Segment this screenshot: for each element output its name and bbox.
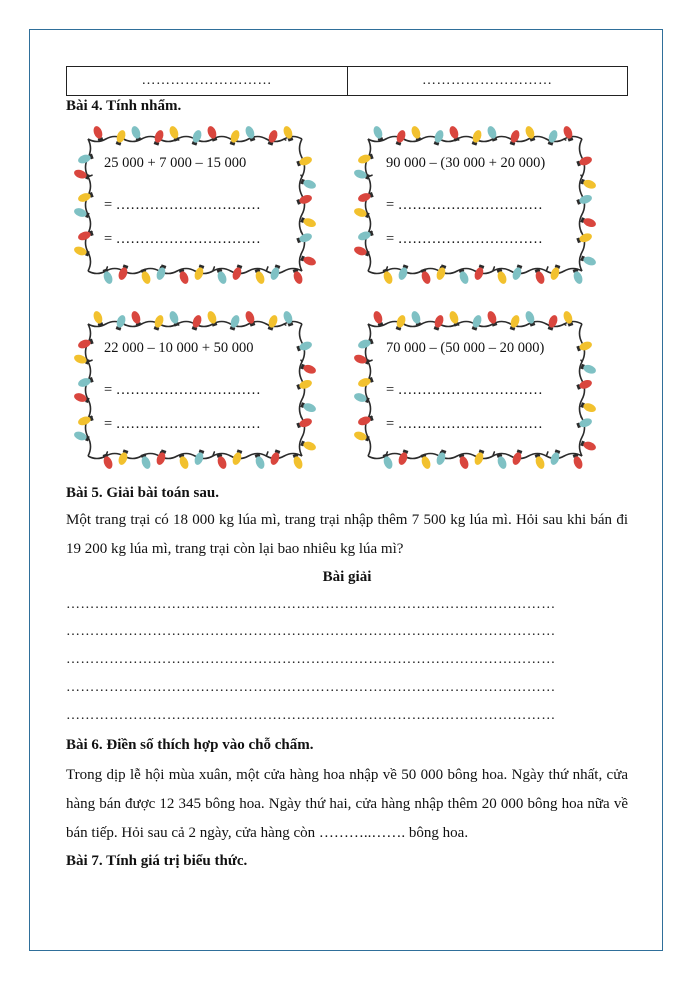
light-bulb-icon [410, 310, 423, 327]
solution-line[interactable]: ………………………………………………………………………………………… [66, 708, 556, 723]
light-bulb-icon [448, 125, 461, 142]
exercise-card-2 [350, 125, 600, 285]
light-bulb-icon [419, 453, 432, 470]
light-bulb-icon [580, 362, 597, 375]
light-bulb-icon [228, 129, 241, 146]
light-bulb-icon [353, 353, 370, 366]
card-answer-line-2[interactable]: = ………………………… [386, 416, 543, 432]
light-bulb-icon [353, 245, 370, 258]
exercise-card-4 [350, 310, 600, 470]
light-bulb-icon [300, 177, 317, 190]
light-bulb-icon [101, 453, 114, 470]
light-bulb-icon [372, 310, 385, 327]
card-expression: 90 000 – (30 000 + 20 000) [386, 155, 546, 171]
solution-title: Bài giải [322, 569, 372, 585]
card-answer-line-1[interactable]: = ………………………… [104, 382, 261, 398]
card-answer-line-2[interactable]: = ………………………… [104, 416, 261, 432]
light-bulb-icon [139, 453, 152, 470]
light-bulb-icon [486, 125, 499, 142]
light-bulb-icon [177, 268, 190, 285]
light-bulb-icon [473, 264, 486, 281]
light-bulb-icon [353, 392, 370, 405]
light-bulb-icon [155, 449, 168, 466]
light-bulb-icon [228, 314, 241, 331]
light-bulb-icon [457, 268, 470, 285]
light-bulb-icon [473, 449, 486, 466]
light-bulb-icon [266, 314, 279, 331]
light-bulb-icon [381, 268, 394, 285]
card-answer-line-1[interactable]: = ………………………… [386, 197, 543, 213]
light-bulb-icon [206, 310, 219, 327]
table-cell[interactable]: ……………………… [141, 73, 272, 88]
card-expression: 22 000 – 10 000 + 50 000 [104, 340, 254, 356]
bai5-title: Bài 5. Giải bài toán sau. [66, 485, 219, 501]
light-bulb-icon [114, 129, 127, 146]
table-cell[interactable]: ……………………… [347, 67, 628, 95]
light-bulb-icon [73, 430, 90, 443]
bai6-title: Bài 6. Điền số thích hợp vào chỗ chấm. [66, 737, 314, 753]
light-bulb-icon [580, 254, 597, 267]
bai7-title: Bài 7. Tính giá trị biểu thức. [66, 853, 248, 869]
light-bulb-icon [300, 439, 317, 452]
card-answer-line-1[interactable]: = ………………………… [386, 382, 543, 398]
light-bulb-icon [394, 314, 407, 331]
bai6-problem: Trong dịp lễ hội mùa xuân, một cửa hàng hoa nhập về 50 000 bông hoa. Ngày thứ nhất, cửa hàng bán được 12 345 bông hoa. Ngày thứ hai, cửa hàng nhập thêm 20 000 bông hoa nữa về bán tiếp. Hỏi sau cả 2 ngày, cửa hàng còn ………..……. bông hoa. [66, 767, 628, 841]
light-bulb-icon [114, 314, 127, 331]
light-bulb-icon [372, 125, 385, 142]
light-bulb-icon [353, 430, 370, 443]
light-bulb-icon [435, 449, 448, 466]
light-bulb-icon [580, 177, 597, 190]
light-bulb-icon [130, 125, 143, 142]
light-bulb-icon [353, 207, 370, 220]
light-bulb-icon [193, 264, 206, 281]
light-bulb-icon [580, 216, 597, 229]
light-bulb-icon [92, 125, 105, 142]
card-answer-line-2[interactable]: = ………………………… [104, 231, 261, 247]
light-bulb-icon [508, 129, 521, 146]
card-answer-line-1[interactable]: = ………………………… [104, 197, 261, 213]
solution-line[interactable]: ………………………………………………………………………………………… [66, 597, 556, 612]
light-bulb-icon [495, 268, 508, 285]
light-bulb-icon [215, 453, 228, 470]
light-bulb-icon [73, 392, 90, 405]
light-bulb-icon [546, 129, 559, 146]
card-expression: 70 000 – (50 000 – 20 000) [386, 340, 545, 356]
light-bulb-icon [193, 449, 206, 466]
light-bulb-icon [215, 268, 228, 285]
light-bulb-icon [435, 264, 448, 281]
light-bulb-icon [168, 125, 181, 142]
solution-line[interactable]: ………………………………………………………………………………………… [66, 652, 556, 667]
light-bulb-icon [73, 207, 90, 220]
exercise-card-3 [70, 310, 320, 470]
light-bulb-icon [92, 310, 105, 327]
light-bulb-icon [130, 310, 143, 327]
light-bulb-icon [419, 268, 432, 285]
answer-table [66, 66, 628, 96]
light-bulb-icon [580, 439, 597, 452]
light-bulb-icon [73, 245, 90, 258]
light-bulb-icon [353, 168, 370, 181]
solution-line[interactable]: ………………………………………………………………………………………… [66, 624, 556, 639]
light-bulb-icon [300, 362, 317, 375]
light-bulb-icon [206, 125, 219, 142]
light-bulb-icon [177, 453, 190, 470]
light-bulb-icon [381, 453, 394, 470]
light-bulb-icon [495, 453, 508, 470]
bai5-problem: Một trang trại có 18 000 kg lúa mì, trang trại nhập thêm 7 500 kg lúa mì. Hỏi sau khi bán đi 19 200 kg lúa mì, trang trại còn lại bao nhiêu kg lúa mì? [66, 512, 628, 557]
light-bulb-icon [266, 129, 279, 146]
bai4-title: Bài 4. Tính nhẩm. [66, 98, 182, 114]
card-expression: 25 000 + 7 000 – 15 000 [104, 155, 247, 171]
light-bulb-icon [546, 314, 559, 331]
light-bulb-icon [508, 314, 521, 331]
light-bulb-icon [168, 310, 181, 327]
light-bulb-icon [486, 310, 499, 327]
light-bulb-icon [101, 268, 114, 285]
solution-line[interactable]: ………………………………………………………………………………………… [66, 680, 556, 695]
exercise-card-1 [70, 125, 320, 285]
light-bulb-icon [300, 216, 317, 229]
light-bulb-icon [457, 453, 470, 470]
light-bulb-icon [73, 353, 90, 366]
light-bulb-icon [139, 268, 152, 285]
light-bulb-icon [73, 168, 90, 181]
light-bulb-icon [448, 310, 461, 327]
light-bulb-icon [580, 401, 597, 414]
card-answer-line-2[interactable]: = ………………………… [386, 231, 543, 247]
light-bulb-icon [300, 254, 317, 267]
light-bulb-icon [155, 264, 168, 281]
light-bulb-icon [300, 401, 317, 414]
light-bulb-icon [394, 129, 407, 146]
light-bulb-icon [410, 125, 423, 142]
